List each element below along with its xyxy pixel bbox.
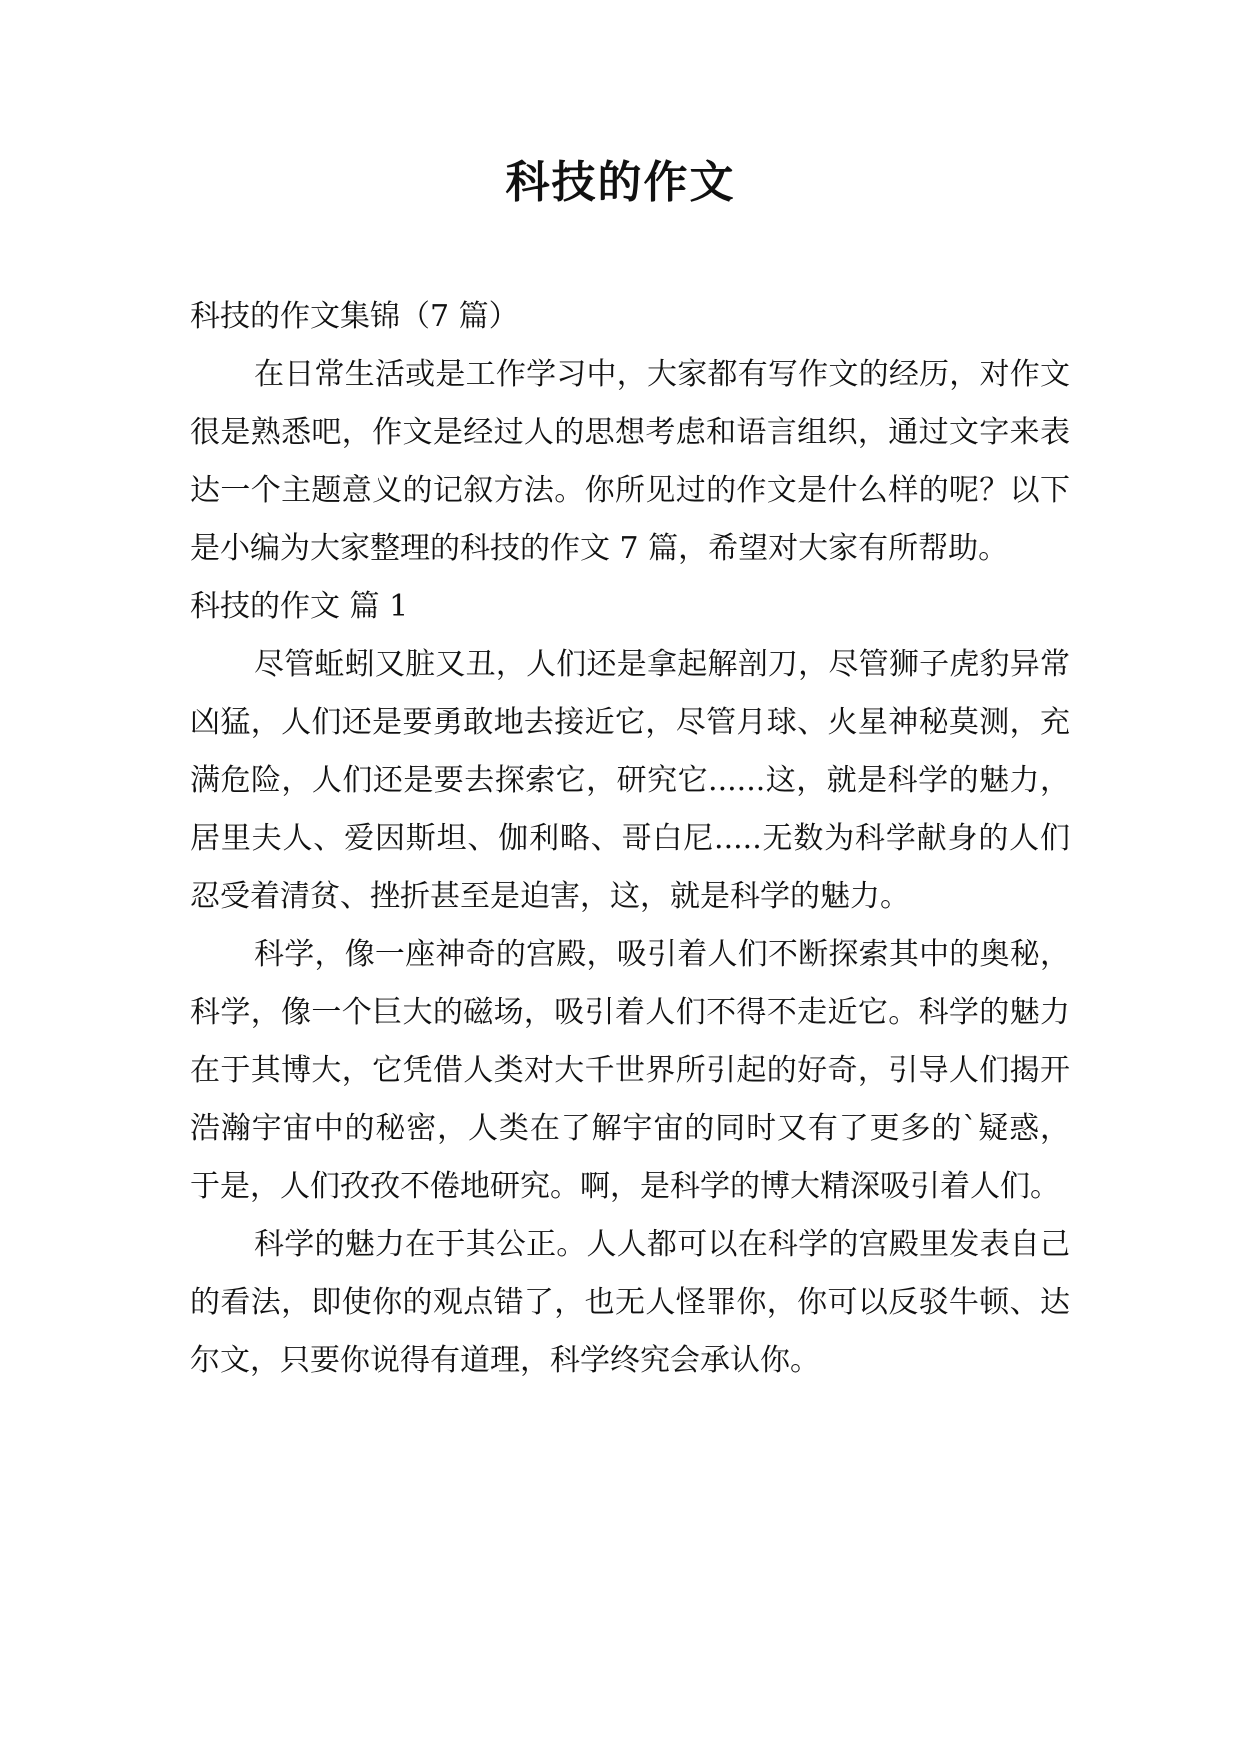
document-title: 科技的作文 — [505, 157, 736, 208]
body-paragraph: 尽管蚯蚓又脏又丑，人们还是拿起解剖刀，尽管狮子虎豹异常凶猛，人们还是要勇敢地去接近它，尽管月球、火星神秘莫测，充满危险，人们还是要去探索它，研究它......这，就是科学的魅力，居里夫人、爱因斯坦、伽利略、哥白尼.....无数为科学献身的人们忍受着清贫、挫折甚至是迫害，这，就是科学的魅力。 — [190, 647, 1070, 914]
body-paragraph: 科学的魅力在于其公正。人人都可以在科学的宫殿里发表自己的看法，即使你的观点错了，也无人怪罪你，你可以反驳牛顿、达尔文，只要你说得有道理，科学终究会承认你。 — [190, 1227, 1070, 1378]
intro-paragraph: 在日常生活或是工作学习中，大家都有写作文的经历，对作文很是熟悉吧，作文是经过人的思想考虑和语言组织，通过文字来表达一个主题意义的记叙方法。你所见过的作文是什么样的呢？以下是小编为大家整理的科技的作文 7 篇，希望对大家有所帮助。 — [190, 357, 1070, 566]
document-body — [190, 288, 1070, 1390]
body-paragraph: 科学，像一座神奇的宫殿，吸引着人们不断探索其中的奥秘，科学，像一个巨大的磁场，吸引着人们不得不走近它。科学的魅力在于其博大，它凭借人类对大千世界所引起的好奇，引导人们揭开浩瀚宇宙中的秘密，人类在了解宇宙的同时又有了更多的`疑惑，于是，人们孜孜不倦地研究。啊，是科学的博大精深吸引着人们。 — [190, 937, 1070, 1204]
collection-subtitle: 科技的作文集锦（7 篇） — [190, 299, 519, 334]
section-heading: 科技的作文 篇 1 — [190, 589, 409, 624]
